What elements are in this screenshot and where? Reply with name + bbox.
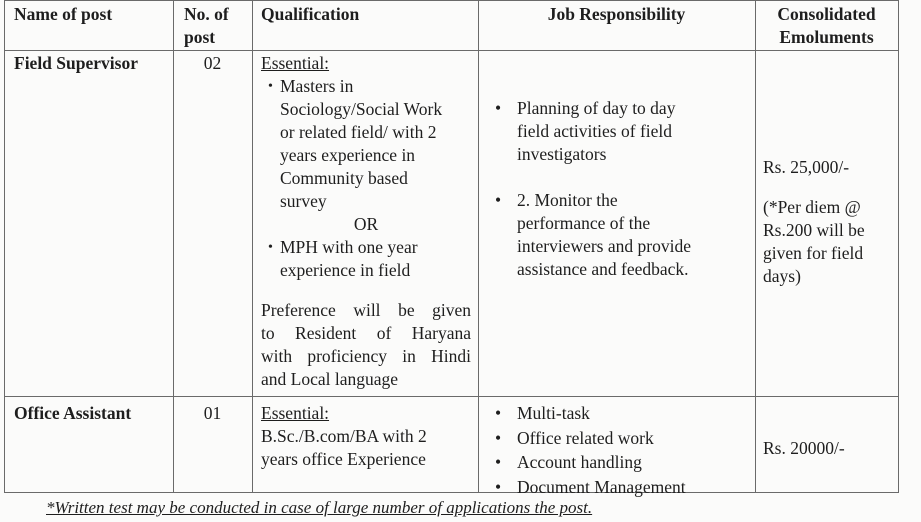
header-line: Consolidated [777,4,876,24]
header-job-responsibility: Job Responsibility [547,4,686,24]
post-name: Office Assistant [14,403,132,423]
responsibility-item: • Account handling [495,450,686,475]
qualification-bullet [265,236,471,282]
line: investigators [517,144,607,164]
line: • Planning of day to day [517,98,676,118]
line: survey [280,191,327,211]
qualification-bullet [265,75,471,213]
post-count: 01 [203,403,222,423]
line: with proficiency in Hindi [261,346,471,366]
header-qualification: Qualification [261,4,360,24]
col-line [478,0,479,493]
line: Community based [280,168,408,188]
responsibility-item: • Multi-task [495,401,686,426]
line: given for field [763,243,864,263]
line: and Local language [261,369,399,389]
header-emoluments [755,3,898,49]
line: days) [763,266,801,286]
line: interviewers and provide [517,236,691,256]
preference-note [261,299,471,391]
line: Preference will be given [261,300,471,320]
line: performance of the [517,213,651,233]
line: years experience in [280,145,416,165]
table-border-top [4,0,899,1]
qualification-cell [261,52,471,391]
essential-label: Essential: [261,53,330,73]
row-divider [4,396,899,397]
essential-label: Essential: [261,403,330,423]
line: Rs.200 will be [763,220,865,240]
emolument-amount: Rs. 20000/- [763,438,845,458]
emolument-amount: Rs. 25,000/- [763,157,850,177]
line: or related field/ with 2 [280,122,437,142]
responsibility-item: • Office related work [495,426,686,451]
line: assistance and feedback. [517,259,689,279]
post-count: 02 [203,53,222,73]
responsibility-cell [495,97,750,281]
col-line [755,0,756,493]
header-divider [4,50,899,51]
header-line: post [184,27,216,47]
line: years office Experience [261,449,426,469]
responsibility-cell [495,401,686,499]
responsibility-item [495,97,750,166]
line: to Resident of Haryana [261,323,471,343]
col-line [4,0,5,493]
col-line [898,0,899,493]
header-line: Emoluments [779,27,874,47]
header-no-of-post [184,3,229,49]
line: (*Per diem @ [763,197,861,217]
header-line: No. of [184,4,229,24]
emolument-cell [763,156,865,288]
line: field activities of field [517,121,673,141]
line: experience in field [280,260,411,280]
line: • MPH with one year [280,237,418,257]
line: Sociology/Social Work [280,99,443,119]
line: B.Sc./B.com/BA with 2 [261,426,427,446]
footnote: *Written test may be conducted in case of large number of applications the post. [46,498,593,517]
table-border-bottom [4,492,899,493]
or-separator: OR [353,214,379,234]
col-line [252,0,253,493]
responsibility-item [495,189,750,281]
per-diem-note [763,196,865,288]
responsibility-item: • Document Management [495,475,686,500]
qualification-cell [261,402,427,471]
header-name-of-post: Name of post [14,4,113,24]
line: • Masters in [280,76,354,96]
post-name: Field Supervisor [14,53,138,73]
line: • 2. Monitor the [517,190,618,210]
